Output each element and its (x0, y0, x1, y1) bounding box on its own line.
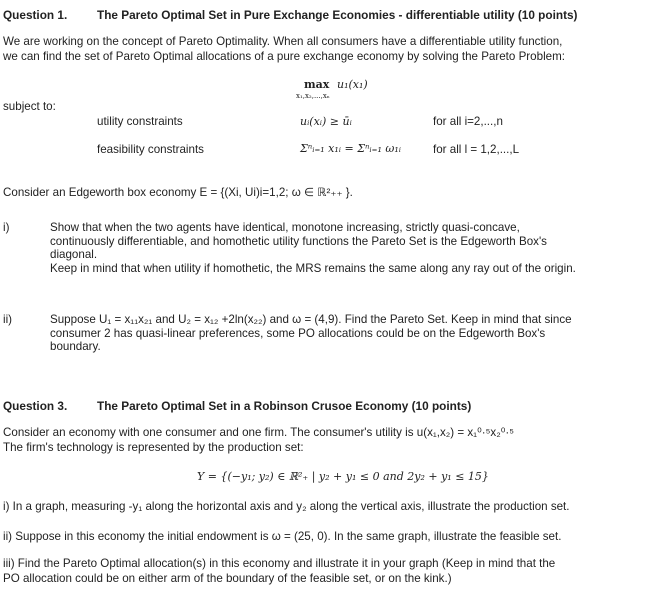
intro-line: we can find the set of Pareto Optimal allocations of a pure exchange economy by solving the Pareto Problem: (3, 49, 565, 63)
question-3-item-iii (3, 557, 555, 586)
question-1-label: Question 1. (3, 8, 68, 22)
question-1-title: The Pareto Optimal Set in Pure Exchange Economies - differentiable utility (10 points) (97, 8, 578, 22)
objective-variables: x₁,x₂,...,xₙ (296, 92, 330, 100)
feasibility-constraints-label: feasibility constraints (97, 143, 204, 156)
question-3-item-ii: ii) Suppose in this economy the initial endowment is ω = (25, 0). In the same graph, illustrate the feasible set. (3, 530, 562, 543)
production-set-definition: Y = {(−y₁; y₂) ∈ ℝ²₊ | y₂ + y₁ ≤ 0 and 2y₂ + y₁ ≤ 15} (197, 470, 489, 483)
item-i-text (50, 221, 662, 275)
feasibility-constraint-range: for all l = 1,2,...,L (433, 143, 520, 156)
question-3-label: Question 3. (3, 399, 68, 413)
item-line: PO allocation could be on either arm of the boundary of the feasible set, or on the kink.) (3, 571, 452, 585)
item-line: iii) Find the Pareto Optimal allocation(s) in this economy and illustrate it in your graph (Keep in mind that the (3, 557, 556, 570)
question-3-title: The Pareto Optimal Set in a Robinson Crusoe Economy (10 points) (97, 399, 472, 413)
utility-constraints-label: utility constraints (97, 115, 183, 128)
question-3-item-i: i) In a graph, measuring -y₁ along the horizontal axis and y₂ along the vertical axis, illustrate the production set. (3, 500, 570, 513)
objective-max: max (304, 78, 330, 91)
item-line: Keep in mind that when utility if homothetic, the MRS remains the same along any ray out of the origin. (50, 261, 576, 275)
item-line: diagonal. (50, 248, 98, 262)
intro-line: We are working on the concept of Pareto Optimality. When all consumers have a differentiable utility function, (3, 35, 563, 48)
item-line: Suppose U₁ = x₁₁x₂₁ and U₂ = x₁₂ +2ln(x₂₂) and ω = (4,9). Find the Pareto Set. Keep in mind that since (50, 313, 572, 326)
item-line: continuously differentiable, and homothetic utility functions the Pareto Set is the Edgeworth Box's (50, 234, 547, 248)
item-ii-text (50, 313, 662, 354)
item-line: Show that when the two agents have identical, monotone increasing, strictly quasi-concave, (50, 221, 520, 234)
item-i-marker: i) (3, 221, 10, 234)
item-ii-marker: ii) (3, 313, 13, 326)
item-line: boundary. (50, 340, 101, 354)
question-3-intro (3, 426, 514, 455)
item-line: consumer 2 has quasi-linear preferences, some PO allocations could be on the Edgeworth Box's (50, 326, 546, 340)
intro-line: The firm's technology is represented by the production set: (3, 440, 304, 454)
utility-constraint-range: for all i=2,...,n (433, 115, 503, 128)
utility-constraint-expression: uᵢ(xᵢ) ≥ ūᵢ (300, 115, 352, 128)
question-1-intro (3, 35, 565, 64)
edgeworth-economy-definition: Consider an Edgeworth box economy E = {(Xi, Ui)i=1,2; ω ∈ ℝ²₊₊ }. (3, 186, 353, 199)
intro-line: Consider an economy with one consumer and one firm. The consumer's utility is u(x₁,x₂) = x₁⁰·⁵x₂⁰·⁵ (3, 426, 515, 439)
objective-function: u₁(x₁) (337, 78, 368, 91)
subject-to-label: subject to: (3, 100, 56, 113)
feasibility-constraint-expression: Σⁿᵢ₌₁ x₁ᵢ = Σⁿᵢ₌₁ ω₁ᵢ (300, 142, 401, 155)
